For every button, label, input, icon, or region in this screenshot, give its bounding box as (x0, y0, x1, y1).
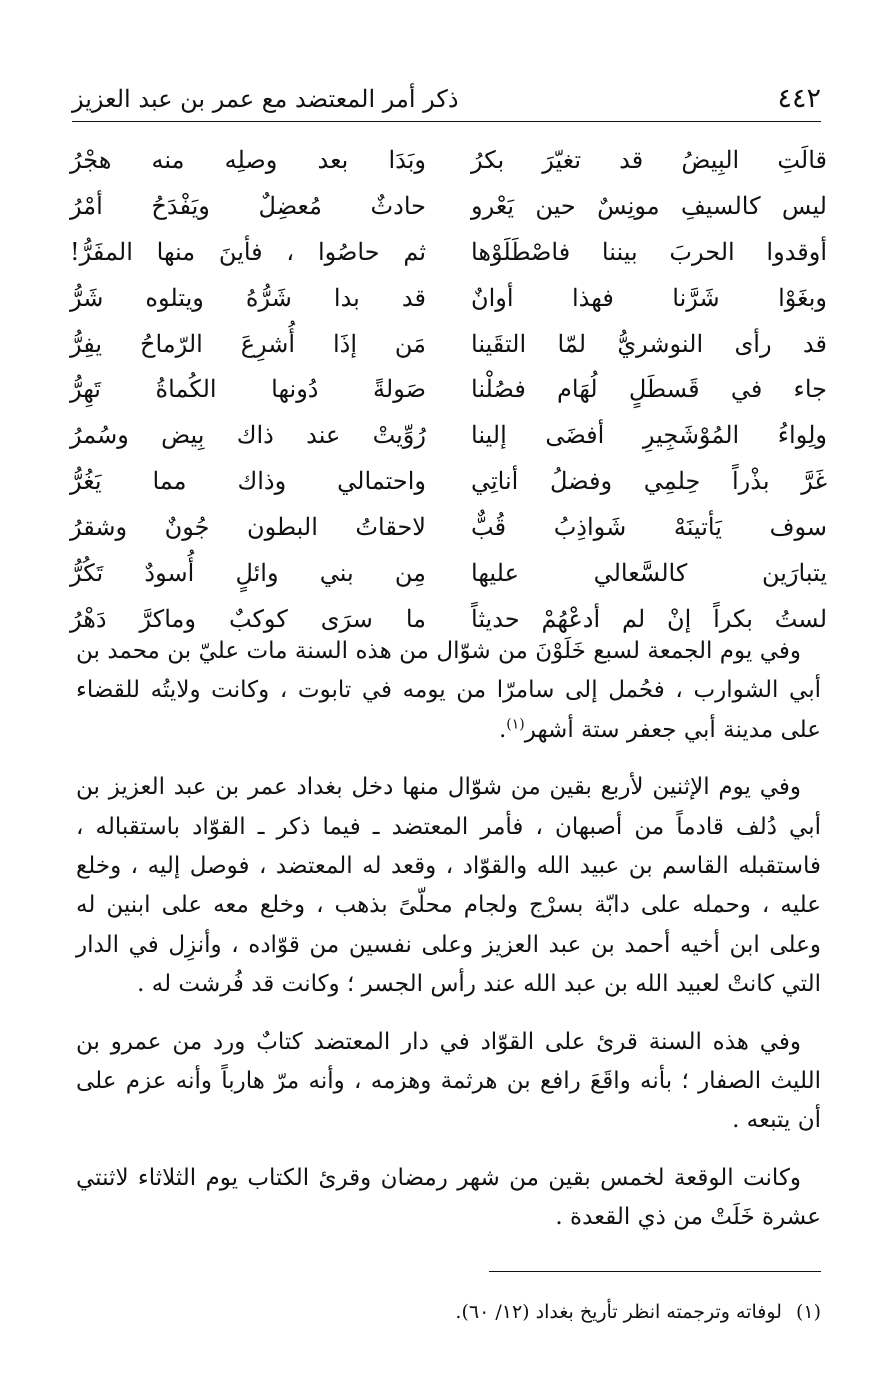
paragraph: وكانت الوقعة لخمس بقين من شهر رمضان وقرئ الكتاب يوم الثلاثاء لاثنتي عشرة خَلَتْ من ذي القعدة . (76, 1164, 821, 1231)
second-hemistich: حادثٌ مُعضِلٌ ويَفْدَحُ أمْرُ (70, 191, 426, 220)
verse-line (70, 276, 827, 322)
first-hemistich: وبغَوْا شَرَّنا فهذا أوانٌ (471, 283, 827, 312)
paragraph: وفي يوم الإثنين لأربع بقين من شوّال منها دخل بغداد عمر بن عبد العزيز بن أبي دُلف قادماً من أصبهان ، فأمر المعتضد ـ فيما ذكر ـ القوّاد باستقباله ، فاستقبله القاسم بن عبيد الله والقوّاد ، وقعد له المعتضد ، فوصل إليه ، وخلع عليه ، وحمله على دابّة بسرْج ولجام محلّىً بذهب ، وخلع معه على ابنين له وعلى ابن أخيه أحمد بن عبد العزيز وعلى نفسين من قوّاده ، وأنزِل في الدار التي كانتْ لعبيد الله بن عبد الله عند رأس الجسر ؛ وكانت قد فُرشت له . (76, 774, 821, 998)
first-hemistich: جاء في قَسطَلٍ لُهَام فصُلْنا (471, 375, 827, 404)
page-number: ٤٤٢ (777, 83, 821, 114)
body-text (76, 632, 821, 1256)
verse-line (70, 367, 827, 413)
first-hemistich: قالَتِ البِيضُ قد تغيّرَ بكرُ (471, 146, 827, 174)
paragraph: وفي يوم الجمعة لسبع خَلَوْنَ من شوّال من هذه السنة مات عليّ بن محمد بن أبي الشوارب ، فحُمل إلى سامرّا من يومه في تابوت ، وكانت ولايتُه للقضاء على مدينة أبي جعفر ستة أشهر$^{(١)}$. (76, 638, 821, 743)
footnote-divider (489, 1271, 821, 1272)
verse-line (70, 322, 827, 368)
footnote-reference: (١) (506, 716, 525, 733)
verse-line (70, 413, 827, 459)
second-hemistich: قد بدا شَرُّهُ ويتلوه شَرُّ (70, 283, 426, 312)
poem (70, 138, 827, 643)
first-hemistich: سوف يَأتينَهْ شَواذِبُ قُبٌّ (471, 513, 827, 542)
verse-line (70, 459, 827, 505)
first-hemistich: ليس كالسيفِ مونِسٌ حين يَعْرو (471, 191, 827, 220)
first-hemistich: لستُ بكراً إنْ لم أدعْهُمْ حديثاً (471, 604, 827, 633)
second-hemistich: رُوِّيتْ عند ذاك بِيض وسُمرُ (70, 421, 426, 450)
verse-line (70, 230, 827, 276)
second-hemistich: مِن بني وائلٍ أُسودٌ تَكُرُّ (70, 559, 426, 588)
first-hemistich: يتبارَين كالسَّعالي عليها (471, 559, 827, 588)
footnote-number: (١) (795, 1301, 821, 1323)
page-header (72, 82, 821, 116)
footnote (300, 1295, 821, 1329)
first-hemistich: ولِواءُ المُوْشَجِيرِ أفضَى إلينا (471, 421, 827, 450)
verse-line (70, 184, 827, 230)
first-hemistich: غَرَّ بذْراً حِلمِي وفضلُ أناتِي (471, 467, 827, 496)
second-hemistich: واحتمالي وذاك مما يَغُرُّ (70, 467, 426, 496)
verse-line (70, 551, 827, 597)
second-hemistich: صَولةً دُونها الكُماةُ تَهِرُّ (70, 375, 426, 404)
header-divider (72, 121, 821, 122)
footnote-text: لوفاته وترجمته انظر تأريخ بغداد (١٢/ ٦٠). (455, 1301, 782, 1323)
first-hemistich: أوقدوا الحربَ بيننا فاصْطَلَوْها (471, 237, 827, 266)
verse-line (70, 505, 827, 551)
second-hemistich: وبَدَا بعد وصلِه منه هجْرُ (70, 146, 426, 174)
second-hemistich: لاحقاتُ البطون جُونٌ وشقرُ (70, 513, 426, 542)
paragraph: وفي هذه السنة قرئ على القوّاد في دار المعتضد كتابٌ ورد من عمرو بن الليث الصفار ؛ بأنه واقَعَ رافع بن هرثمة وهزمه ، وأنه مرّ هارباً وأنه عزم على أن يتبعه . (76, 1028, 821, 1134)
second-hemistich: ثم حاصُوا ، فأينَ منها المفَرُّ! (70, 237, 426, 266)
second-hemistich: مَن إذَا أُشرِعَ الرّماحُ يفِرُّ (70, 329, 426, 358)
second-hemistich: ما سرَى كوكبٌ وماكرَّ دَهْرُ (70, 604, 426, 633)
verse-line (70, 138, 827, 184)
running-title: ذكر أمر المعتضد مع عمر بن عبد العزيز (72, 85, 459, 113)
first-hemistich: قد رأى النوشريُّ لمّا التقَينا (471, 329, 827, 358)
